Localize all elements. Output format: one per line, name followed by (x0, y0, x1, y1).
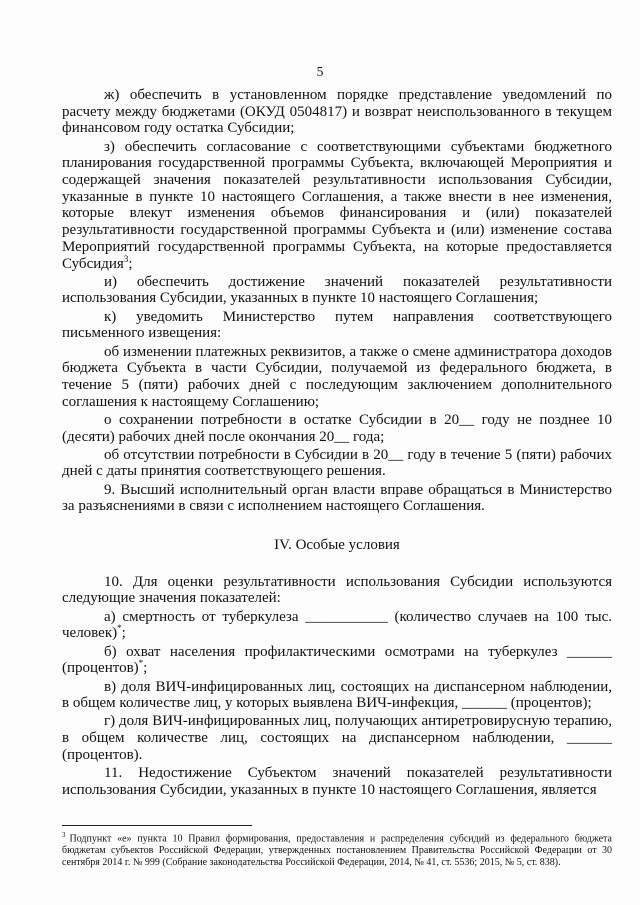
paragraph-10: 10. Для оценки результативности использования Субсидии используются следующие значения показателей: (62, 573, 612, 607)
document-body (62, 87, 612, 798)
paragraph-g: г) доля ВИЧ-инфицированных лиц, получающих антиретровирусную терапию, в общем количестве лиц, состоящих на диспансерном наблюдении, ______ (процентов). (62, 713, 612, 763)
paragraph-a-text: а) смертность от туберкулеза ___________ (количество случаев на 100 тыс. человек) (62, 608, 612, 642)
paragraph-b-end: ; (143, 660, 148, 677)
footnote-mark: 3 (62, 831, 66, 839)
paragraph-k1: об изменении платежных реквизитов, а также о смене администратора доходов бюджета Субъекта в части Субсидии, получаемой из федерального бюджета, в течение 5 (пяти) рабочих дней с последующим заключением дополнительного соглашения к настоящему Соглашению; (62, 343, 612, 410)
asterisk-mark: * (117, 623, 122, 634)
paragraph-v: в) доля ВИЧ-инфицированных лиц, состоящих на диспансерном наблюдении, в общем количестве лиц, у которых выявлена ВИЧ-инфекция, ______ (процентов); (62, 678, 612, 712)
paragraph-a-end: ; (121, 625, 126, 642)
paragraph-k: к) уведомить Министерство путем направления соответствующего письменного извещения: (62, 308, 612, 342)
paragraph-z-end: ; (128, 255, 133, 272)
footnote (62, 829, 612, 869)
paragraph-9: 9. Высший исполнительный орган власти вправе обращаться в Министерство за разъяснениями в связи с исполнением настоящего Соглашения. (62, 481, 612, 515)
paragraph-a (62, 609, 612, 642)
paragraph-i: и) обеспечить достижение значений показателей результативности использования Субсидии, указанных в пункте 10 настоящего Соглашения; (62, 273, 612, 307)
paragraph-k3: об отсутствии потребности в Субсидии в 20__ году в течение 5 (пяти) рабочих дней с даты принятия соответствующего решения. (62, 446, 612, 480)
paragraph-k2: о сохранении потребности в остатке Субсидии в 20__ году не позднее 10 (десяти) рабочих дней после окончания 20__ года; (62, 411, 612, 445)
asterisk-mark: * (138, 658, 144, 669)
footnote-text: Подпункт «е» пункта 10 Правил формирования, предоставления и распределения субсидий из федерального бюджета бюджетам субъектов Российской Федерации, утвержденных постановлением Правительства Российской Федерации от 30 сентября 2014 г. № 999 (Собрание законодательства Российской Федерации, 2014, № 41, ст. 5536; 2015, № 5, ст. 838). (62, 833, 612, 869)
section-heading: IV. Особые условия (274, 537, 400, 554)
footnote-divider (62, 825, 252, 826)
paragraph-zh: ж) обеспечить в установленном порядке представление уведомлений по расчету между бюджетами (ОКУД 0504817) и возврат неиспользованного в текущем финансовом году остатка Субсидии; (62, 87, 612, 137)
paragraph-z-text: з) обеспечить согласование с соответствующими субъектами бюджетного планирования государственной программы Субъекта, включающей Мероприятия и содержащей значения показателей результативности использования Субсидии, указанные в пункте 10 настоящего Соглашения, а также внести в нее изменения, которые влекут изменения объемов финансирования и (или) показателей результативности государственной программы Субъекта и (или) изменение состава Мероприятий государственной программы Субъекта, на которые предоставляется Субсидия (62, 138, 612, 272)
paragraph-b (62, 644, 612, 677)
paragraph-z (62, 139, 612, 273)
footnote-ref: 3 (123, 253, 129, 264)
page-number: 5 (316, 64, 324, 79)
paragraph-b-text: б) охват населения профилактическими осмотрами на туберкулез ______ (процентов) (62, 643, 612, 677)
paragraph-11: 11. Недостижение Субъектом значений показателей результативности использования Субсидии, указанных в пункте 10 настоящего Соглашения, является (62, 765, 612, 798)
